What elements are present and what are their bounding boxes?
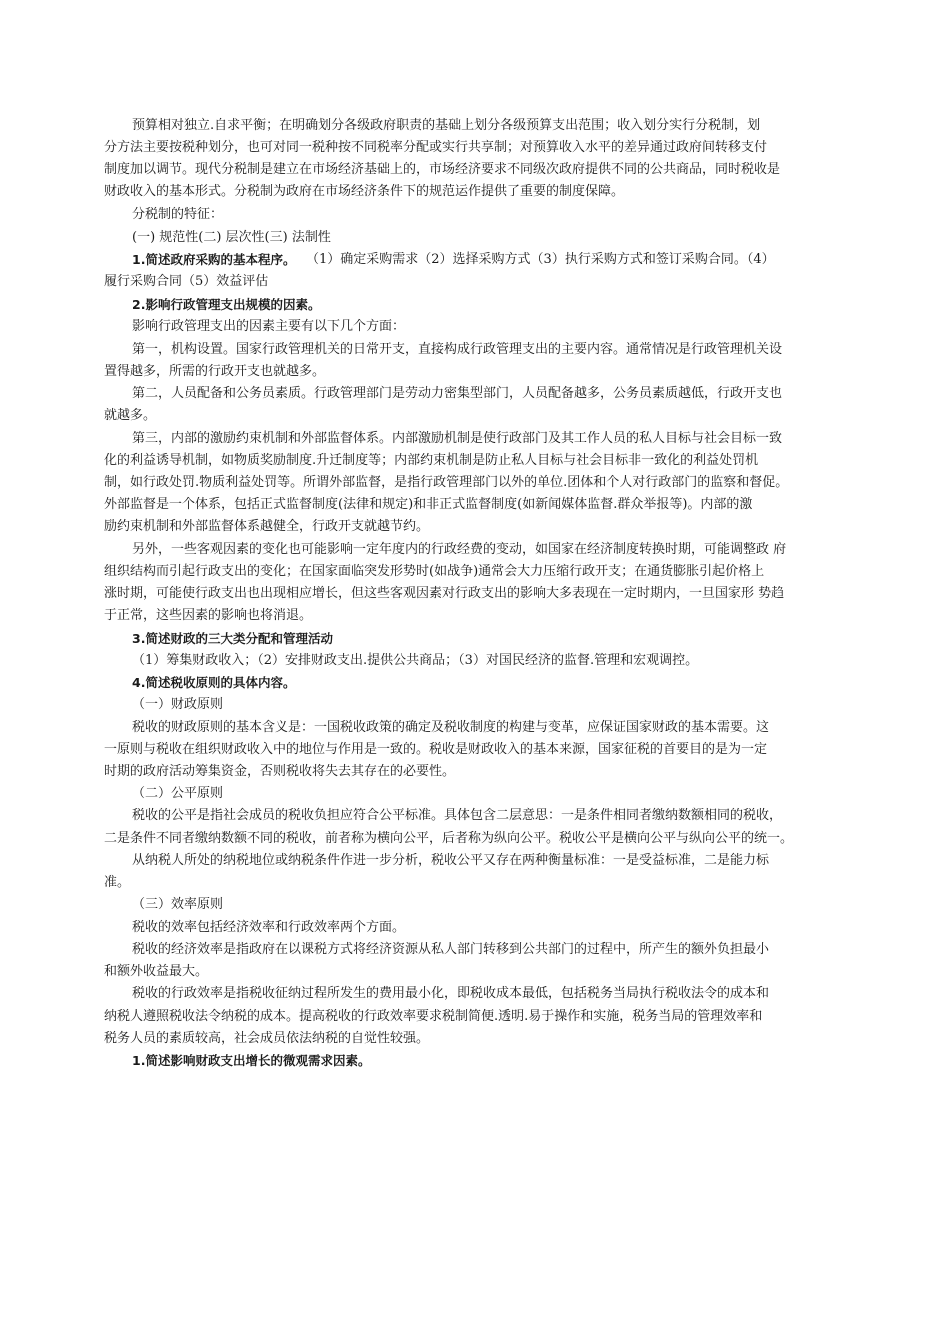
- text-line: （1）筹集财政收入；（2）安排财政支出.提供公共商品；（3）对国民经济的监督.管理和宏观调控。: [132, 653, 699, 668]
- text-line: 励约束机制和外部监督体系越健全，行政开支就越节约。: [104, 519, 430, 534]
- text-line: 二是条件不同者缴纳数额不同的税收，前者称为横向公平，后者称为纵向公平。税收公平是横向公平与纵向公平的统一。: [104, 831, 794, 846]
- text-line: 财政收入的基本形式。分税制为政府在市场经济条件下的规范运作提供了重要的制度保障。: [104, 184, 625, 199]
- text-line: （1）确定采购需求（2）选择采购方式（3）执行采购方式和签订采购合同。（4）: [306, 252, 775, 267]
- text-line: 一原则与税收在组织财政收入中的地位与作用是一致的。税收是财政收入的基本来源，国家征税的首要目的是为一定: [104, 742, 768, 757]
- text-line: 分方法主要按税种划分，也可对同一税种按不同税率分配或实行共享制；对预算收入水平的差异通过政府间转移支付: [104, 140, 768, 155]
- question-heading: 1.简述政府采购的基本程序。: [132, 252, 296, 267]
- text-line: 制度加以调节。现代分税制是建立在市场经济基础上的，市场经济要求不同级次政府提供不同的公共商品，同时税收是: [104, 162, 781, 177]
- text-line: 第三，内部的激励约束机制和外部监督体系。内部激励机制是使行政部门及其工作人员的私人目标与社会目标一致: [132, 431, 783, 446]
- text-line: 分税制的特征：: [132, 207, 224, 222]
- text-line: (一) 规范性(二) 层次性(三) 法制性: [132, 230, 331, 245]
- text-line: 外部监督是一个体系，包括正式监督制度(法律和规定)和非正式监督制度(如新闻媒体监督.群众举报等)。内部的激: [104, 497, 753, 512]
- text-line: （一）财政原则: [132, 697, 224, 712]
- text-line: 和额外收益最大。: [104, 964, 209, 979]
- text-line: 于正常，这些因素的影响也将消退。: [104, 608, 313, 623]
- text-line: 预算相对独立.自求平衡；在明确划分各级政府职责的基础上划分各级预算支出范围；收入划分实行分税制，划: [132, 118, 761, 133]
- text-line: 组织结构而引起行政支出的变化；在国家面临突发形势时(如战争)通常会大力压缩行政开支；在通货膨胀引起价格上: [104, 564, 765, 579]
- text-line: 涨时期，可能使行政支出也出现相应增长，但这些客观因素对行政支出的影响大多表现在一定时期内，一旦国家形 势趋: [104, 586, 785, 601]
- text-line: 化的利益诱导机制，如物质奖励制度.升迁制度等；内部约束机制是防止私人目标与社会目标非一致化的利益处罚机: [104, 453, 759, 468]
- text-line: 准。: [104, 875, 131, 890]
- text-line: 第一，机构设置。国家行政管理机关的日常开支，直接构成行政管理支出的主要内容。通常情况是行政管理机关设: [132, 342, 783, 357]
- text-line: （三）效率原则: [132, 897, 224, 912]
- text-line: 时期的政府活动筹集资金，否则税收将失去其存在的必要性。: [104, 764, 456, 779]
- text-line: 税收的经济效率是指政府在以课税方式将经济资源从私人部门转移到公共部门的过程中，所产生的额外负担最小: [132, 942, 770, 957]
- text-line: 就越多。: [104, 408, 157, 423]
- text-line: 影响行政管理支出的因素主要有以下几个方面：: [132, 319, 406, 334]
- text-line: 税务人员的素质较高，社会成员依法纳税的自觉性较强。: [104, 1031, 430, 1046]
- text-line: 税收的行政效率是指税收征纳过程所发生的费用最小化，即税收成本最低，包括税务当局执行税收法令的成本和: [132, 986, 770, 1001]
- text-line: 纳税人遵照税收法令纳税的成本。提高税收的行政效率要求税制简便.透明.易于操作和实施，税务当局的管理效率和: [104, 1009, 763, 1024]
- text-line: 税收的财政原则的基本含义是：一国税收政策的确定及税收制度的构建与变革，应保证国家财政的基本需要。这: [132, 720, 770, 735]
- text-line: 制，如行政处罚.物质利益处罚等。所谓外部监督，是指行政管理部门以外的单位.团体和个人对行政部门的监察和督促。: [104, 475, 789, 490]
- question-heading: 3.简述财政的三大类分配和管理活动: [132, 631, 333, 646]
- text-line: 履行采购合同（5）效益评估: [104, 274, 269, 289]
- question-heading: 4.简述税收原则的具体内容。: [132, 675, 296, 690]
- text-line: 税收的效率包括经济效率和行政效率两个方面。: [132, 920, 406, 935]
- text-line: 税收的公平是指社会成员的税收负担应符合公平标准。具体包含二层意思：一是条件相同者缴纳数额相同的税收，: [132, 808, 783, 823]
- text-line: 第二，人员配备和公务员素质。行政管理部门是劳动力密集型部门，人员配备越多，公务员素质越低，行政开支也: [132, 386, 783, 401]
- text-line: 置得越多，所需的行政开支也就越多。: [104, 364, 326, 379]
- text-line: 另外，一些客观因素的变化也可能影响一定年度内的行政经费的变动，如国家在经济制度转换时期，可能调整政 府: [132, 542, 787, 557]
- question-heading: 2.影响行政管理支出规模的因素。: [132, 297, 321, 312]
- text-line: （二）公平原则: [132, 786, 224, 801]
- question-heading: 1.简述影响财政支出增长的微观需求因素。: [132, 1053, 371, 1068]
- text-line: 从纳税人所处的纳税地位或纳税条件作进一步分析，税收公平又存在两种衡量标准：一是受益标准，二是能力标: [132, 853, 770, 868]
